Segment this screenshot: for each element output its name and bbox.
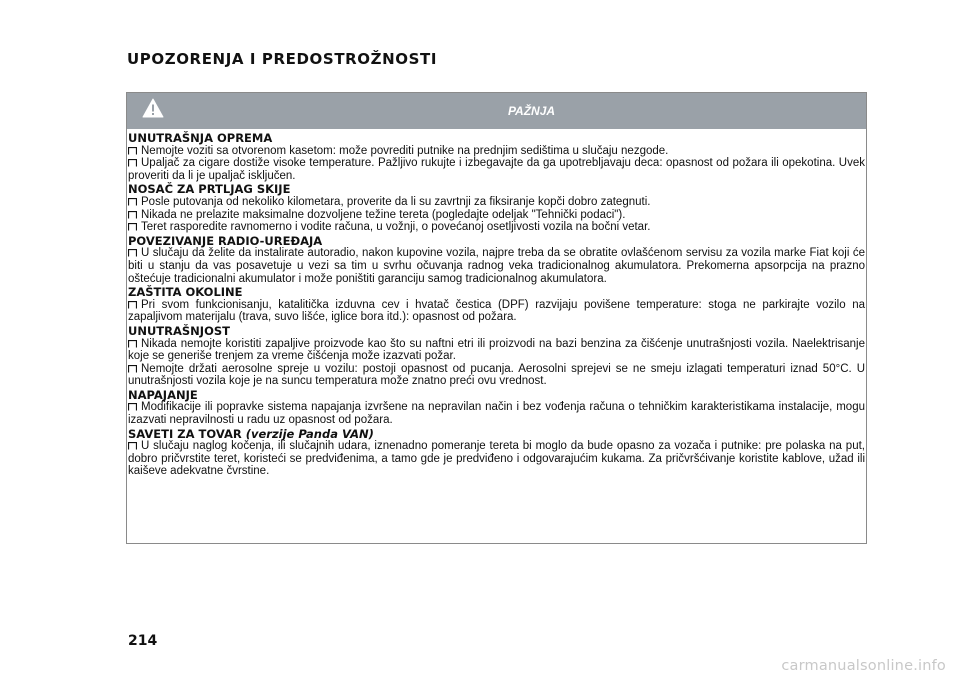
paragraph-text: Pri svom funkcionisanju, katalitička izduvna cev i hvatač čestica (DPF) razvijaju povišene temperature: stoga ne parkirajte vozilo na zapaljivom materijalu (trava, suvo lišće, iglice bora itd.): opasnost od požara. xyxy=(128,298,865,324)
section-heading-text: NAPAJANJE xyxy=(128,387,198,402)
section-heading xyxy=(128,325,865,338)
bullet-marker-icon xyxy=(128,249,137,257)
warning-paragraph xyxy=(128,338,865,363)
warning-header xyxy=(127,93,866,129)
paragraph-text: Posle putovanja od nekoliko kilometara, proverite da li su zavrtnji za fiksiranje kopči dobro zategnuti. xyxy=(141,195,651,208)
paragraph-text: Nikada ne prelazite maksimalne dozvoljene težine tereta (pogledajte odeljak "Tehnički podaci"). xyxy=(141,208,626,221)
paragraph-text: Upaljač za cigare dostiže visoke temperature. Pažljivo rukujte i izbegavajte da ga upotrebljavaju deca: opasnost od požara ili opekotina. Uvek proveriti da li je upaljač isključen. xyxy=(128,157,865,182)
warning-box xyxy=(126,92,867,544)
paragraph-text: Modifikacije ili popravke sistema napajanja izvršene na nepravilan način i bez vođenja računa o tehničkim karakteristikama instalacije, mogu izazvati nepravilnosti u radu uz opasnost od požara. xyxy=(128,401,865,427)
page-title: UPOZORENJA I PREDOSTROŽNOSTI xyxy=(127,50,438,68)
section-heading-text: ZAŠTITA OKOLINE xyxy=(128,285,243,300)
page-number: 214 xyxy=(128,633,158,649)
warning-paragraph xyxy=(128,363,865,388)
section-subheading: (verzije Panda VAN) xyxy=(245,426,374,441)
bullet-marker-icon xyxy=(128,340,137,348)
bullet-marker-icon xyxy=(128,159,137,167)
section-heading-text: SAVETI ZA TOVAR xyxy=(128,426,242,441)
paragraph-text: U slučaju da želite da instalirate autoradio, nakon kupovine vozila, najpre treba da se obratite ovlašćenom servisu za vozila marke Fiat koji će biti u stanju da vas posavetuje u vezi sa tim u svrhu očuvanja radnog veka tradicionalnog akumulatora. Prekomerna apsorpcija na prazno oštećuje tradicionalni akumulator i može poništiti garanciju samog tradicionalnog akumulatora. xyxy=(128,247,865,285)
bullet-marker-icon xyxy=(128,301,137,309)
section-heading xyxy=(128,389,865,402)
section-heading xyxy=(128,132,865,145)
bullet-marker-icon xyxy=(128,211,137,219)
warning-paragraph xyxy=(128,145,865,158)
paragraph-text: U slučaju naglog kočenja, ili slučajnih udara, iznenadno pomeranje tereta bi moglo da bude opasno za vozača i putnike: pre polaska na put, dobro pričvrstite teret, koristeći se predviđenima, a tamo gde je predviđeno i odgovarajućim kukama. Za pričvršćivanje koristite kablove, užad ili kaiševe adekvatne čvrstine. xyxy=(128,440,865,478)
paragraph-text: Nikada nemojte koristiti zapaljive proizvode kao što su naftni etri ili proizvodi na bazi benzina za čišćenje unutrašnjosti vozila. Naelektrisanje koje se generiše trenjem za vreme čišćenja može izazvati požar. xyxy=(128,337,865,363)
warning-paragraph xyxy=(128,209,865,222)
warning-paragraph xyxy=(128,157,865,182)
warning-paragraph xyxy=(128,221,865,234)
section-heading xyxy=(128,235,865,248)
warning-paragraph xyxy=(128,401,865,426)
section-heading-text: UNUTRAŠNJOST xyxy=(128,323,230,338)
warning-body xyxy=(127,129,866,478)
bullet-marker-icon xyxy=(128,198,137,206)
section-heading-text: POVEZIVANJE RADIO-UREĐAJA xyxy=(128,233,323,248)
paragraph-text: Teret rasporedite ravnomerno i vodite računa, u vožnji, o povećanoj osetljivosti vozila na bočni vetar. xyxy=(141,221,651,234)
warning-title: PAŽNJA xyxy=(507,104,556,118)
section-heading-text: NOSAČ ZA PRTLJAG SKIJE xyxy=(128,182,291,197)
bullet-marker-icon xyxy=(128,442,137,450)
section-heading xyxy=(128,183,865,196)
warning-paragraph xyxy=(128,196,865,209)
warning-paragraph xyxy=(128,299,865,324)
paragraph-text: Nemojte držati aerosolne spreje u vozilu: postoji opasnost od pucanja. Aerosolni sprejevi se ne smeju izlagati temperaturi iznad 50°C. U unutrašnjosti vozila koje je na suncu temperatura može znatno preći ovu vrednost. xyxy=(128,362,865,388)
warning-paragraph xyxy=(128,247,865,285)
warning-paragraph xyxy=(128,440,865,478)
bullet-marker-icon xyxy=(128,223,137,231)
section-heading-text: UNUTRAŠNJA OPREMA xyxy=(128,131,273,145)
paragraph-text: Nemojte voziti sa otvorenom kasetom: može povrediti putnike na prednjim sedištima u slučaju nezgode. xyxy=(141,144,669,157)
section-heading xyxy=(128,286,865,299)
section-heading xyxy=(128,428,865,441)
watermark: carmanualsonline.info xyxy=(781,658,946,674)
bullet-marker-icon xyxy=(128,403,137,411)
bullet-marker-icon xyxy=(128,365,137,373)
bullet-marker-icon xyxy=(128,147,137,155)
